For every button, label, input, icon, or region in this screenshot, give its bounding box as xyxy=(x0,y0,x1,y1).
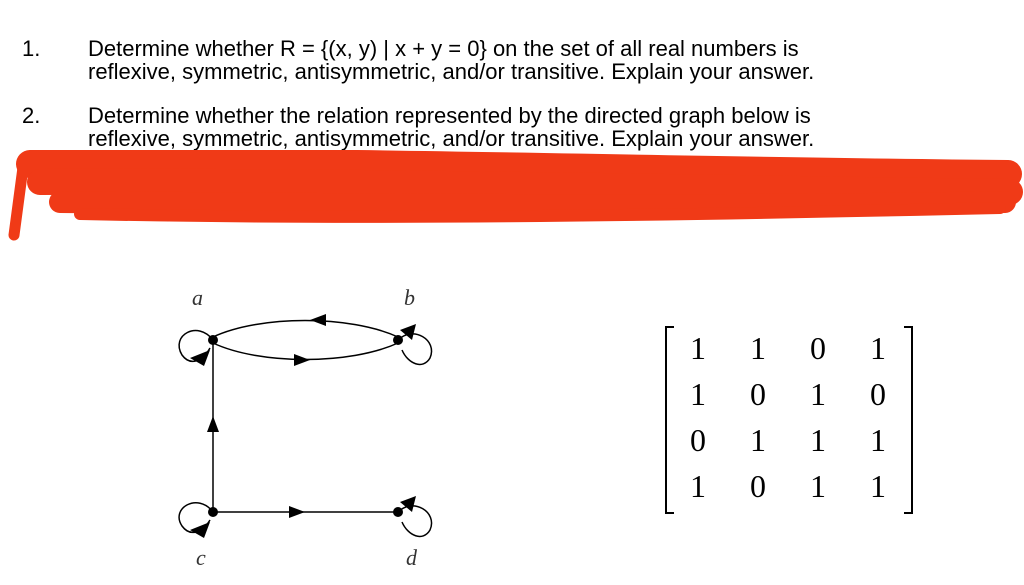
matrix-cell: 0 xyxy=(750,468,766,504)
matrix-right-bracket xyxy=(904,327,912,513)
node-label-c: c xyxy=(196,545,206,570)
matrix-cell: 1 xyxy=(750,422,766,458)
matrix-cell: 1 xyxy=(870,468,886,504)
arrowhead-c-to-a xyxy=(207,416,219,432)
question-line: reflexive, symmetric, antisymmetric, and/or transitive. Explain your answer. xyxy=(88,126,815,151)
matrix-cell: 1 xyxy=(690,468,706,504)
directed-graph xyxy=(160,280,460,585)
node-a xyxy=(208,335,218,345)
matrix-cell: 1 xyxy=(750,330,766,366)
matrix-cell: 1 xyxy=(870,330,886,366)
relation-matrix xyxy=(660,323,920,518)
loop-b xyxy=(398,334,432,365)
matrix-cell: 1 xyxy=(810,376,826,412)
arrowhead-loop-d xyxy=(400,496,416,512)
question-text xyxy=(88,104,1008,150)
node-label-a: a xyxy=(192,285,203,310)
matrix-cell: 0 xyxy=(810,330,826,366)
matrix-cell: 0 xyxy=(690,422,706,458)
arrowhead-loop-c xyxy=(190,522,210,538)
question-line: reflexive, symmetric, antisymmetric, and/or transitive. Explain your answer. xyxy=(88,59,815,84)
matrix-cell: 1 xyxy=(690,376,706,412)
question-line: Determine whether the relation represented by the directed graph below is xyxy=(88,103,811,128)
node-label-d: d xyxy=(406,545,417,570)
matrix-cell: 1 xyxy=(810,422,826,458)
question-number: 2. xyxy=(22,103,41,128)
matrix-cell: 1 xyxy=(810,468,826,504)
arrowhead-loop-a xyxy=(190,350,210,366)
edge-a-to-b xyxy=(213,343,398,360)
node-c xyxy=(208,507,218,517)
edge-b-to-a xyxy=(213,321,398,338)
matrix-cell: 0 xyxy=(750,376,766,412)
question-line: Determine whether R = {(x, y) | x + y = 0} on the set of all real numbers is xyxy=(88,36,799,61)
node-label-b: b xyxy=(404,285,415,310)
matrix-cell: 1 xyxy=(870,422,886,458)
question-text xyxy=(88,37,1008,83)
node-b xyxy=(393,335,403,345)
matrix-left-bracket xyxy=(666,327,674,513)
arrowhead-loop-b xyxy=(400,324,416,340)
arrowhead-c-to-d xyxy=(289,506,305,518)
loop-d xyxy=(398,506,432,537)
arrowhead-a-to-b xyxy=(294,354,310,366)
question-number: 1. xyxy=(22,36,41,61)
matrix-cell: 1 xyxy=(690,330,706,366)
arrowhead-b-to-a xyxy=(310,314,326,326)
redaction-scribble xyxy=(0,150,1024,245)
matrix-cell: 0 xyxy=(870,376,886,412)
node-d xyxy=(393,507,403,517)
